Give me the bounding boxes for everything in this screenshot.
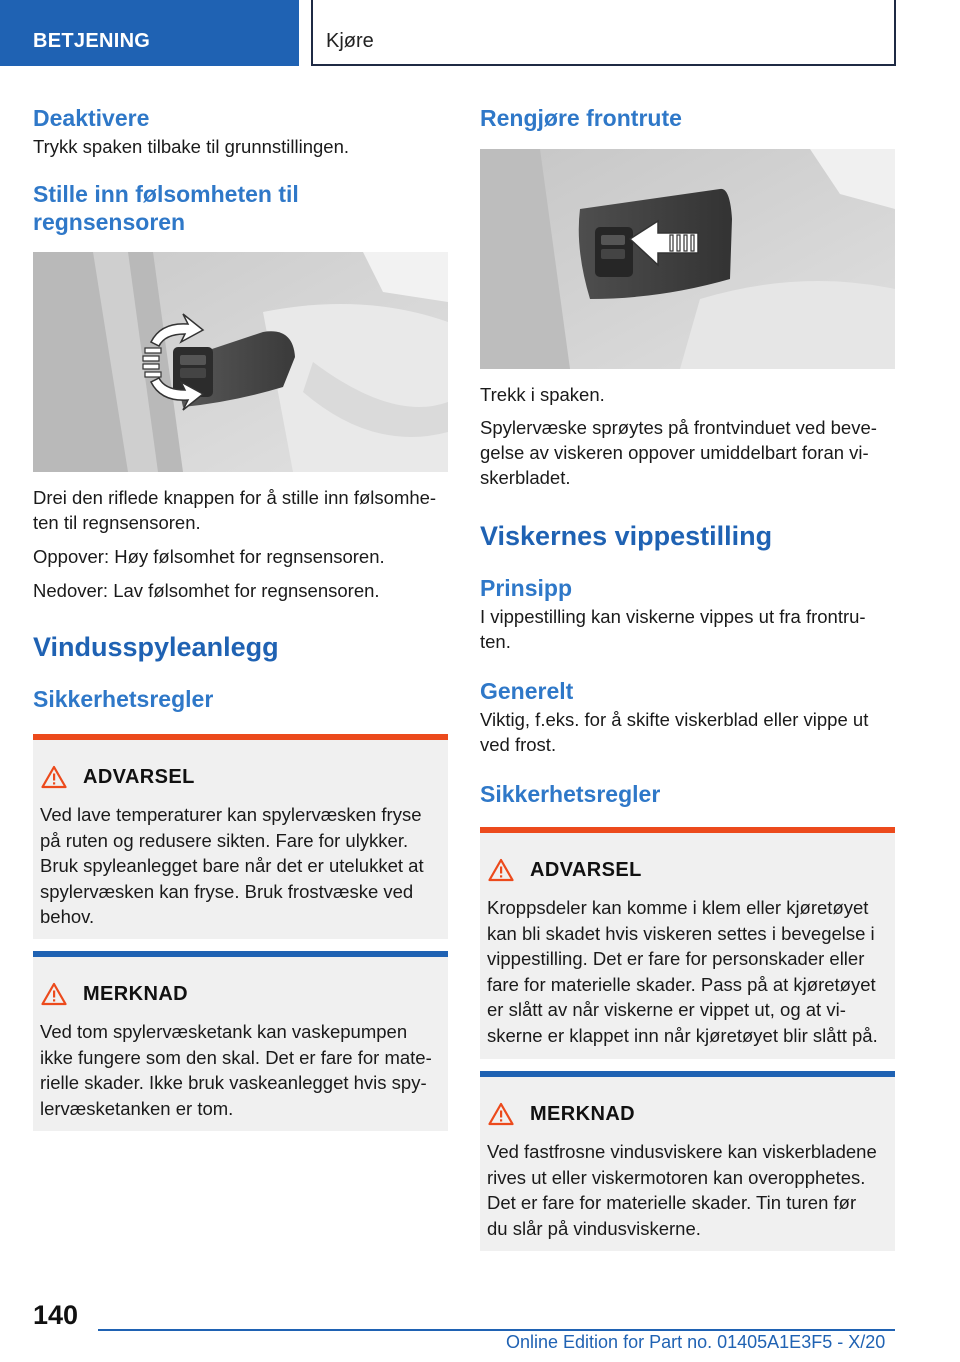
right-column [480, 100, 895, 1251]
text-line: du slår på vindusviskerne. [487, 1217, 701, 1239]
rain-sensor-knob-photo [33, 252, 448, 472]
text-principle [480, 604, 895, 654]
text-line: på ruten og redusere sikten. Fare for ulykker. [40, 829, 409, 851]
heading-deactivate: Deaktivere [33, 105, 150, 131]
warning-title: ADVARSEL [530, 858, 642, 881]
left-column [33, 100, 448, 1131]
warning-text [480, 885, 895, 1068]
text-sensitivity-down: Nedover: Lav følsomhet for regnsensoren. [33, 580, 380, 601]
note-title: MERKNAD [530, 1102, 636, 1125]
text-line: Ved lave temperaturer kan spylervæsken fryse [40, 804, 422, 825]
text-line: kan bli skadet hvis viskeren settes i bevegelse i [487, 922, 875, 944]
text-pull-stalk: Trekk i spaken. [480, 384, 605, 405]
chapter-title: Kjøre [311, 0, 896, 66]
wiper-stalk-illustration [480, 149, 895, 369]
note-box-right [480, 1071, 895, 1251]
text-line: rielle skader. Ikke bruk vaskeanlegget hvis spy- [40, 1072, 427, 1093]
text-line: fare for materielle skader. Pass på at kjøretøyet [487, 973, 876, 995]
text-line: Bruk spyleanlegget bare når det er utelukket at [40, 855, 424, 876]
heading-wiper-tilt: Viskernes vippestilling [480, 521, 773, 551]
warning-box-left [33, 734, 448, 939]
text-line: spylervæsken kan fryse. Bruk frostvæske ved [40, 880, 414, 902]
text-sensitivity-up: Oppover: Høy følsomhet for regnsensoren. [33, 546, 385, 567]
warning-triangle-icon [488, 1102, 514, 1126]
text-line: rives ut eller viskermotoren kan overopphetes. [487, 1166, 866, 1188]
text-line: Viktig, f.eks. for å skifte viskerblad eller vippe ut [480, 709, 869, 730]
text-line: I vippestilling kan viskerne vippes ut fra frontru- [480, 606, 866, 627]
text-general [480, 707, 895, 757]
heading-sensitivity-line1: Stille inn følsomheten til [33, 181, 299, 207]
text-line: vippestilling. Det er fare for personskader eller [487, 948, 865, 969]
heading-safety-right: Sikkerhetsregler [480, 781, 661, 807]
section-tab: BETJENING [0, 0, 299, 66]
text-line: Kroppsdeler kan komme i klem eller kjøretøyet [487, 897, 869, 918]
text-line: ved frost. [480, 734, 557, 755]
heading-general: Generelt [480, 678, 574, 704]
page-number: 140 [33, 1300, 79, 1330]
footer-divider [98, 1329, 895, 1331]
warning-triangle-icon [488, 858, 514, 882]
text-line: Ved fastfrosne vindusviskere kan viskerbladene [487, 1141, 877, 1162]
rain-sensor-knob-illustration [33, 252, 448, 472]
text-line: skerbladet. [480, 467, 571, 488]
text-line: gelse av viskeren oppover umiddelbart foran vi- [480, 442, 869, 463]
text-line: Drei den riflede knappen for å stille inn følsomhe- [33, 487, 437, 508]
note-text [480, 1129, 895, 1261]
text-line: Spylervæske sprøytes på frontvinduet ved beve- [480, 417, 877, 438]
text-line: behov. [40, 906, 95, 927]
warning-triangle-icon [41, 982, 67, 1006]
footer-edition: Online Edition for Part no. 01405A1E3F5 - X/20 [506, 1332, 886, 1352]
wiper-stalk-pull-photo [480, 149, 895, 369]
text-line: skerne er klappet inn når kjøretøyet blir slått på. [487, 1024, 878, 1046]
warning-title: ADVARSEL [83, 765, 195, 788]
heading-clean-windshield: Rengjøre frontrute [480, 105, 682, 131]
warning-text [33, 792, 448, 950]
text-line: er slått av når viskerne er vippet ut, og at vi- [487, 999, 846, 1020]
heading-sensitivity-line2: regnsensoren [33, 209, 186, 235]
heading-safety-left: Sikkerhetsregler [33, 686, 214, 712]
heading-sensitivity [33, 180, 448, 236]
heading-washer-system: Vindusspyleanlegg [33, 632, 279, 662]
page-header [0, 0, 960, 66]
text-line: Det er fare for materielle skader. Tin turen før [487, 1192, 857, 1213]
text-line: ikke fungere som den skal. Det er fare for mate- [40, 1046, 432, 1068]
note-title: MERKNAD [83, 982, 189, 1005]
text-line: ten til regnsensoren. [33, 512, 201, 533]
text-line: ten. [480, 631, 511, 652]
warning-triangle-icon [41, 765, 67, 789]
note-text [33, 1009, 448, 1141]
text-sensitivity-instruction [33, 485, 448, 535]
text-line: lervæsketanken er tom. [40, 1097, 234, 1119]
heading-principle: Prinsipp [480, 575, 573, 601]
text-line: Ved tom spylervæsketank kan vaskepumpen [40, 1021, 408, 1042]
note-box-left [33, 951, 448, 1131]
warning-box-right [480, 827, 895, 1059]
text-deactivate: Trykk spaken tilbake til grunnstillingen. [33, 136, 350, 157]
text-spray-description [480, 415, 895, 490]
